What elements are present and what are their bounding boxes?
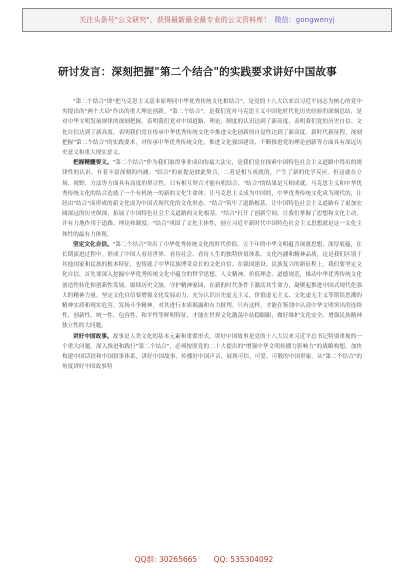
section-heading: 坚定文化自信。 [73, 241, 113, 248]
section-heading: 把握精髓要义。 [73, 160, 113, 167]
footer-qq: QQ: 535304092 [213, 555, 274, 564]
page-title: 研讨发言：深刻把握"第二个结合"的实践要求讲好中国故事 [58, 66, 337, 78]
paragraph-section [62, 240, 362, 332]
paragraph-intro [62, 97, 362, 158]
banner-text: 关注头条号"公文研究"，获得最新最全最专业的公文资料库！ [79, 16, 271, 24]
article-body [62, 97, 362, 372]
paragraph-text: "第二个结合"突出了中华优秀传统文化的时代价值。五千年的中华文明蕴含深邃思想、深厚底蕴，在长期演进过程中，形成了中国人看待世界、看待社会、看待人生的独特价值体系、文化内涵和精神品质，这是我们区别于其他国家和民族的根本特征，也铸就了中华民族博采众长的文化自信。在强国建设、民族复兴的新征程上，我们要坚定文化自信，首先要深入挖掘中华优秀传统文化中蕴含的哲学思想、人文精神、价值理念、道德规范，推动中华优秀传统文化创造性转化和创新性发展，赓续历史文脉，守护精神家园，在新的时代条件下激活其生命力，凝聚起推进中国式现代化强大的精神力量。坚定文化自信要增强文化发展动力，充分认识历史虚无主义、价值虚无主义、文化虚无主义等错误思潮的精神实质和现实危害，发扬斗争精神，对其进行本质揭露和有力批判。只有这样，才能在鉴别中认清中华文明突出的连续性、创新性、统一性、包容性、和平性等鲜明特征，才能在世界文化激荡中站稳脚跟，做好维护文化安全、增强民族精神独立性的大问题。 [62, 241, 362, 330]
paragraph-text: 故事是人类文化的基本元素和重要形式，讲好中国故事是党的十八大以来习近平总书记特别重视的一个重大问题。深入推进和践行"第二个结合"，必须按照党的二十大提出的"增强中华文明传播力影响力"的战略构想，加快构建中国话语和中国叙事体系，讲好中国故事、传播好中国声音，展现可信、可爱、可敬的中国形象。从"第二个结合"的角度讲好中国故事特 [62, 333, 362, 371]
paragraph-text: "第二个结合"即"把马克思主义基本原理同中华优秀传统文化相结合"，是党的十八大以来以习近平同志为核心的党中央提出的"两个大局"作出的重大理论创新。"第二个结合"，是我们党对马克思主义中国化时代化历史经验的深刻总结，是对中华文明发展规律的深刻把握，表明我们党对中国道路、理论、制度的认识达到了新高度，表明我们党的历史自信、文化自信达到了新高度，表明我们党在传承中华优秀传统文化中推进文化创新的自觉性达到了新高度。新时代新征程，深刻把握"第二个结合"的实践要求，对传承中华优秀传统文化、推进文化强国建设、不断推进党的理论创新等方面具有深远历史意义和重大现实意义。 [62, 99, 362, 157]
footer-qq-group: QQ群: 30265665 [134, 555, 198, 564]
banner-contact: 微信：gongwenyj [274, 16, 335, 24]
top-banner [22, 8, 392, 32]
paragraph-text: "第二个结合"作为我们取得事业成功的最大法宝，是我们党在探索中国特色社会主义道路中得出的规律性的认识，有着丰富深刻的内涵。"结合"的前提是彼此契合，二者是相互成就的，产生了新的化学反应。但这就在立场、视野、方法等方面具有高度的契合性，只有相互契合才能有机结合。"结合"的结果是互相成就。马克思主义和中华优秀传统文化的结合造就了一个有机统一的新的文化生命体，让马克思主义成为中国的，中华优秀传统文化成为现代的，让经由"结合"而形成的新文化成为中国式现代化的文化形态。"结合"筑牢了道路根基，让中国特色社会主义道路有了更加宏阔深远的历史纵深，拓展了中国特色社会主义道路的文化根基。"结合"打开了创新空间，让我们掌握了思想和文化主动，并有力地作用于道路、理论和制度。"结合"巩固了文化主体性，创立习近平新时代中国特色社会主义思想就是这一文化主体性的最有力体现。 [62, 160, 362, 238]
page-footer [0, 554, 408, 565]
paragraph-section [62, 158, 362, 240]
paragraph-section [62, 332, 362, 373]
section-heading: 讲好中国故事。 [73, 333, 113, 340]
